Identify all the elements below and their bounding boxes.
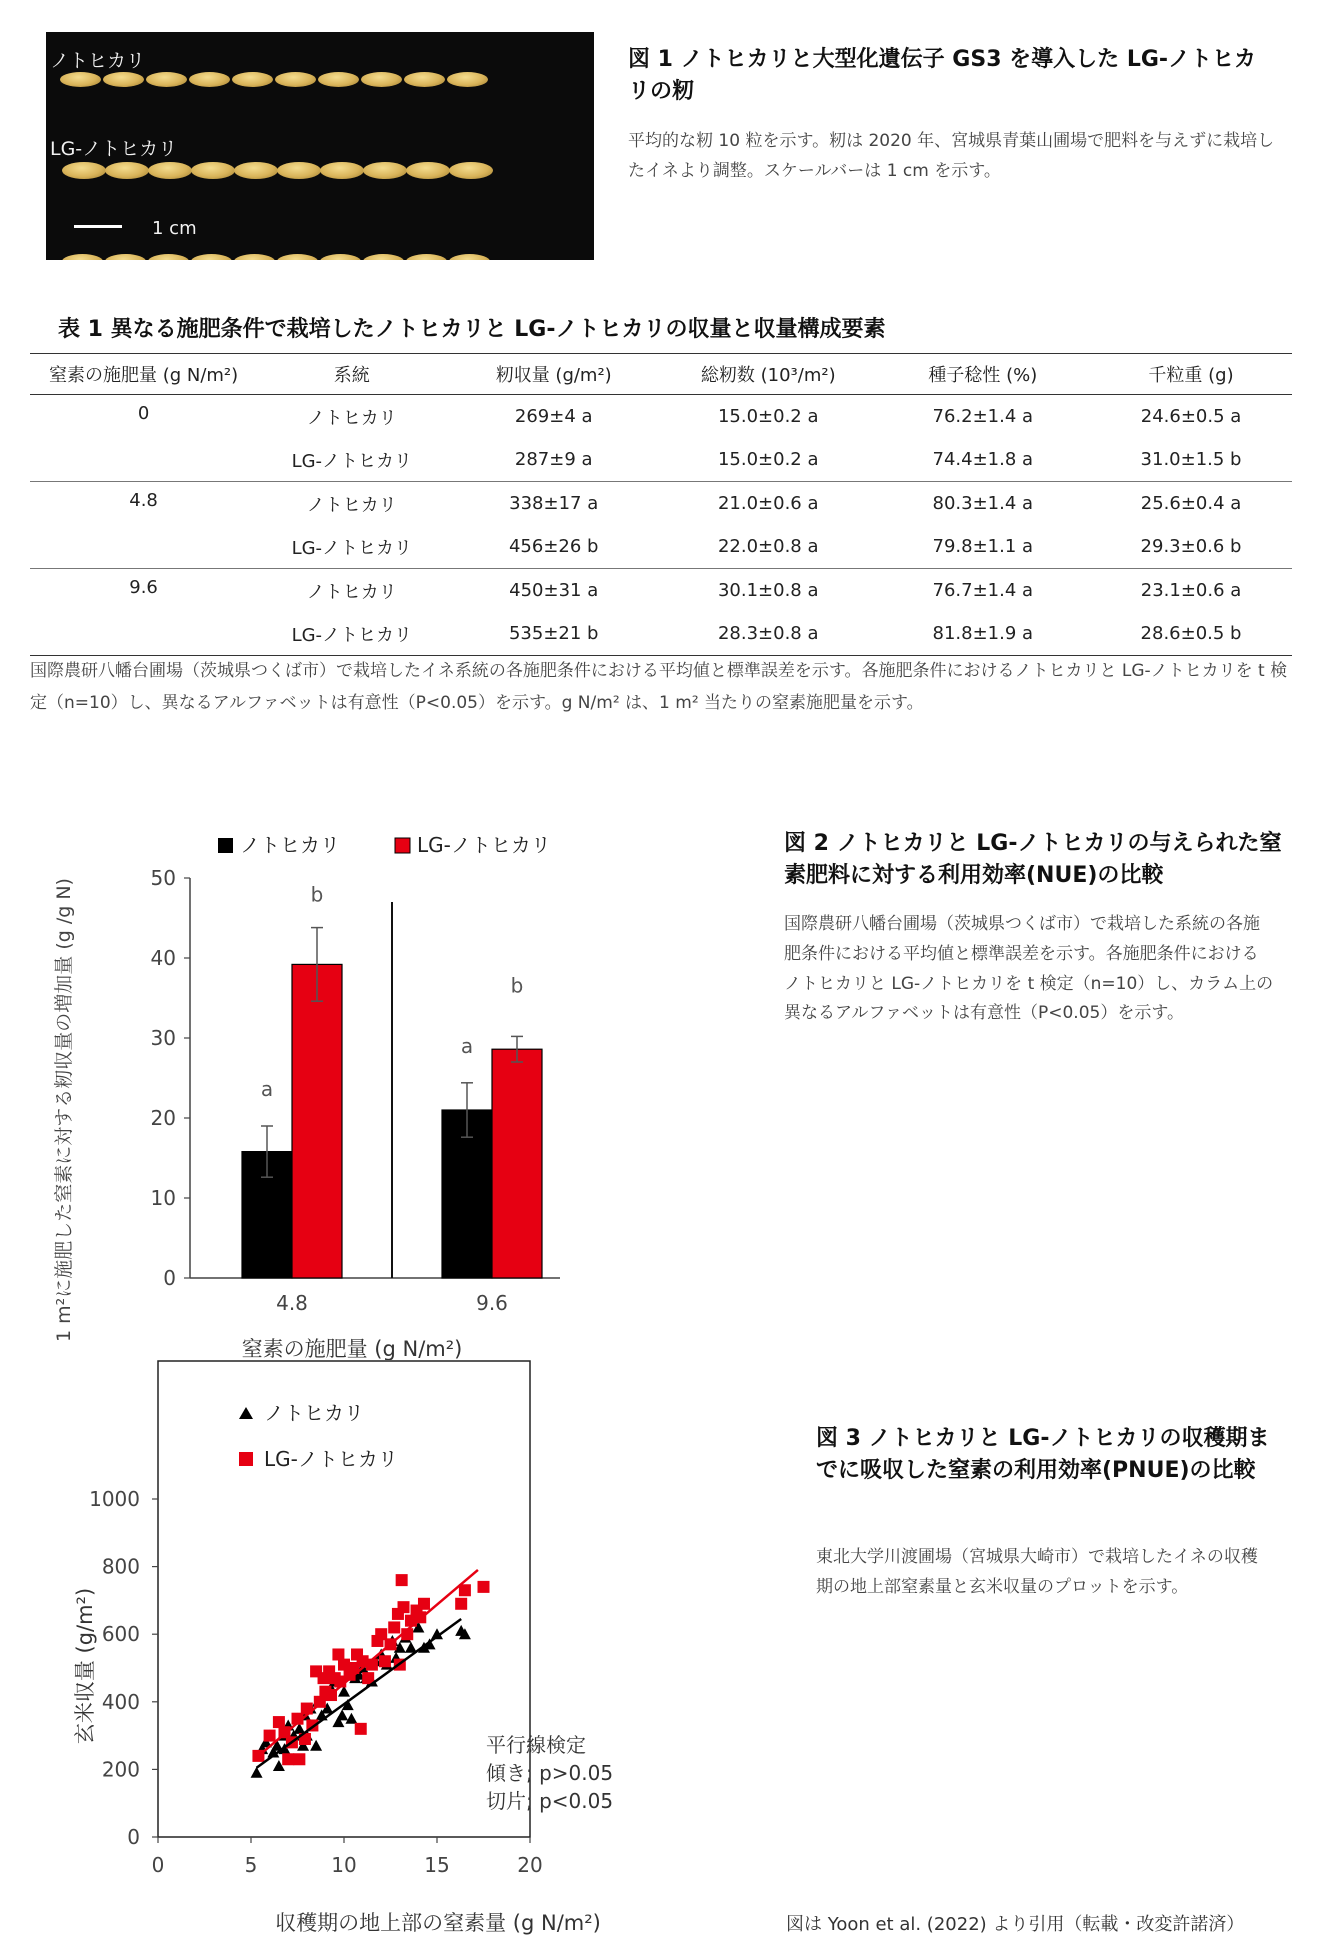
regression-line: [257, 1570, 478, 1758]
x-tick-label: 10: [331, 1853, 357, 1877]
significance-label: b: [510, 973, 524, 998]
cell: 79.8±1.1 a: [876, 525, 1091, 569]
data-point: [251, 1767, 263, 1778]
y-tick-label: 10: [150, 1186, 176, 1210]
y-axis-label: 玄米収量 (g/m²): [73, 1587, 97, 1745]
cell: ノトヒカリ: [306, 407, 397, 429]
cell: 23.1±0.6 a: [1140, 580, 1242, 601]
rice-grain-photo: [46, 32, 594, 260]
table-row: [30, 395, 1292, 439]
cell: 76.7±1.4 a: [932, 580, 1034, 601]
cell: 74.4±1.8 a: [876, 438, 1091, 482]
y-tick-label: 1000: [89, 1487, 140, 1511]
rice-grain: [275, 72, 316, 87]
y-tick-label: 200: [101, 1757, 140, 1782]
rice-grain: [148, 254, 189, 260]
rice-grain: [105, 162, 149, 179]
cell: LG-ノトヒカリ: [257, 438, 446, 482]
annotation-title: 平行線検定: [486, 1733, 586, 1757]
legend-label-lg-notohikari: LG-ノトヒカリ: [264, 1447, 398, 1471]
rice-grain: [447, 72, 488, 87]
y-tick-label: 30: [150, 1026, 176, 1050]
col-header-grain-weight: 千粒重 (g): [1090, 354, 1292, 395]
bar: [292, 964, 342, 1278]
cell: 28.6±0.5 b: [1140, 623, 1242, 644]
x-tick-label: 4.8: [276, 1291, 308, 1315]
cell: 24.6±0.5 a: [1140, 406, 1242, 427]
rice-grain: [361, 72, 402, 87]
rice-grain: [404, 72, 445, 87]
x-tick-label: 15: [424, 1853, 450, 1877]
col-header-fertility: 種子稔性 (%): [876, 354, 1091, 395]
data-point: [418, 1598, 430, 1610]
y-tick-label: 50: [150, 866, 176, 890]
cell: 81.8±1.9 a: [932, 623, 1034, 644]
y-tick-label: 0: [127, 1825, 140, 1849]
data-point: [336, 1709, 348, 1720]
cell: 31.0±1.5 b: [1090, 438, 1292, 482]
annotation-slope: 傾き; p>0.05: [486, 1761, 614, 1785]
legend-swatch-lg-notohikari: [395, 838, 410, 853]
cell: 450±31 a: [509, 580, 599, 601]
rice-grain: [320, 254, 361, 260]
data-point: [455, 1598, 467, 1610]
nitrogen-level: 4.8: [30, 482, 257, 569]
data-point: [478, 1581, 490, 1593]
cell: 338±17 a: [509, 493, 599, 514]
cell: ノトヒカリ: [306, 494, 397, 516]
x-tick-label: 0: [151, 1853, 165, 1877]
rice-grain: [277, 162, 321, 179]
significance-label: a: [460, 1033, 474, 1058]
significance-label: a: [260, 1077, 274, 1101]
fig2-caption: 国際農研八幡台圃場（茨城県つくば市）で栽培した系統の各施肥条件における平均値と標準誤差を示す。各施肥条件におけるノトヒカリと LG-ノトヒカリを t 検定（n=10）し、カラム上の異なるアルファベットは有意性（P<0.05）を示す。: [784, 914, 1274, 1024]
x-tick-label: 9.6: [476, 1291, 508, 1315]
cell: 269±4 a: [514, 406, 593, 427]
table-row: [30, 569, 1292, 613]
cell: 15.0±0.2 a: [717, 406, 819, 427]
data-point: [396, 1574, 408, 1586]
table-row: [30, 482, 1292, 526]
cell: 535±21 b: [508, 623, 599, 644]
cell: ノトヒカリ: [306, 581, 397, 603]
legend-label-notohikari: ノトヒカリ: [240, 833, 340, 857]
rice-grain: [60, 72, 101, 87]
rice-grain: [62, 254, 103, 260]
cell: 28.3±0.8 a: [717, 623, 819, 644]
rice-grain: [363, 162, 407, 179]
bar: [492, 1049, 542, 1278]
data-point: [345, 1713, 357, 1724]
rice-grain: [234, 162, 278, 179]
photo-label-lg-notohikari: LG-ノトヒカリ: [50, 138, 178, 160]
cell: LG-ノトヒカリ: [291, 624, 413, 646]
rice-grain: [234, 254, 275, 260]
rice-grain: [363, 254, 404, 260]
col-header-nitrogen: 窒素の施肥量 (g N/m²): [30, 354, 257, 395]
data-point: [392, 1608, 404, 1620]
nitrogen-level: 9.6: [129, 577, 158, 598]
cell: 29.3±0.6 b: [1090, 525, 1292, 569]
rice-grain: [318, 72, 359, 87]
fig3-title: 図 3 ノトヒカリと LG-ノトヒカリの収穫期までに吸収した窒素の利用効率(PNUE)の比較: [816, 1426, 1270, 1483]
cell: 21.0±0.6 a: [717, 493, 819, 514]
legend-swatch-notohikari: [218, 838, 233, 853]
legend-label-lg-notohikari: LG-ノトヒカリ: [417, 833, 551, 857]
table-header-row: [30, 354, 1292, 395]
x-tick-label: 5: [244, 1853, 258, 1877]
rice-grain: [189, 72, 230, 87]
rice-grain: [103, 72, 144, 87]
cell: 76.2±1.4 a: [932, 406, 1034, 427]
nue-bar-chart: [40, 800, 760, 1360]
regression-line: [257, 1619, 462, 1768]
y-tick-label: 600: [101, 1622, 140, 1647]
table1-title: 表 1 異なる施肥条件で栽培したノトヒカリと LG-ノトヒカリの収量と収量構成要素: [58, 317, 886, 342]
col-header-paddy-yield: 籾収量 (g/m²): [446, 354, 661, 395]
data-point: [282, 1753, 294, 1765]
rice-grain: [320, 162, 364, 179]
source-credit: 図は Yoon et al. (2022) より引用（転載・改変許諾済）: [786, 1914, 1245, 1935]
cell: 456±26 b: [446, 525, 661, 569]
significance-label: b: [310, 882, 324, 907]
data-point: [355, 1723, 367, 1735]
rice-grain: [277, 254, 318, 260]
cell: 287±9 a: [446, 438, 661, 482]
data-point: [379, 1655, 391, 1667]
photo-label-notohikari: ノトヒカリ: [50, 50, 146, 72]
rice-grain: [62, 162, 106, 179]
rice-grain: [105, 254, 146, 260]
x-axis-label: 窒素の施肥量 (g N/m²): [241, 1337, 463, 1360]
rice-grain: [148, 162, 192, 179]
plot-frame: [158, 1361, 530, 1837]
y-tick-label: 0: [163, 1266, 176, 1290]
y-tick-label: 400: [101, 1689, 140, 1714]
y-tick-label: 20: [150, 1106, 176, 1130]
fig1-title: 図 1 ノトヒカリと大型化遺伝子 GS3 を導入した LG-ノトヒカリの籾: [628, 47, 1257, 104]
rice-grain: [232, 72, 273, 87]
cell: 80.3±1.4 a: [932, 493, 1034, 514]
col-header-line: 系統: [257, 354, 446, 395]
fig1-caption: 平均的な籾 10 粒を示す。籾は 2020 年、宮城県青葉山圃場で肥料を与えずに栽培したイネより調整。スケールバーは 1 cm を示す。: [628, 131, 1275, 181]
fig2-title: 図 2 ノトヒカリと LG-ノトヒカリの与えられた窒素肥料に対する利用効率(NUE)の比較: [784, 831, 1282, 888]
cell: 25.6±0.4 a: [1140, 493, 1242, 514]
data-point: [388, 1621, 400, 1633]
data-point: [293, 1753, 305, 1765]
x-tick-label: 20: [517, 1853, 543, 1877]
col-header-spikelets: 総籾数 (10³/m²): [661, 354, 876, 395]
legend-marker-notohikari: [239, 1407, 253, 1419]
rice-grain: [449, 162, 493, 179]
rice-grain: [191, 254, 232, 260]
x-axis-label: 収穫期の地上部の窒素量 (g N/m²): [275, 1911, 601, 1935]
legend-label-notohikari: ノトヒカリ: [264, 1401, 364, 1425]
yield-table: [30, 353, 1292, 658]
rice-grain: [406, 254, 447, 260]
data-point: [264, 1730, 276, 1742]
y-tick-label: 800: [101, 1554, 140, 1579]
rice-grain: [146, 72, 187, 87]
rice-grain: [191, 162, 235, 179]
legend-marker-lg-notohikari: [239, 1452, 253, 1466]
pnue-scatter-chart: [60, 1360, 700, 1940]
cell: 30.1±0.8 a: [717, 580, 819, 601]
scale-bar: [74, 225, 122, 228]
y-axis-label: 1 m²に施肥した窒素に対する籾収量の増加量 (g /g N): [53, 878, 75, 1342]
data-point: [310, 1740, 322, 1751]
cell: LG-ノトヒカリ: [257, 525, 446, 569]
scale-label: 1 cm: [152, 218, 197, 239]
nitrogen-level: 0: [30, 395, 257, 482]
cell: 22.0±0.8 a: [661, 525, 876, 569]
cell: 15.0±0.2 a: [661, 438, 876, 482]
rice-grain: [406, 162, 450, 179]
y-tick-label: 40: [150, 946, 176, 970]
rice-grain: [449, 254, 490, 260]
table1-note: 国際農研八幡台圃場（茨城県つくば市）で栽培したイネ系統の各施肥条件における平均値と標準誤差を示す。各施肥条件におけるノトヒカリと LG-ノトヒカリを t 検定（n=10）し、異なるアルファベットは有意性（P<0.05）を示す。g N/m² は、1 m² 当たりの窒素施肥量を示す。: [30, 661, 1288, 714]
fig3-caption: 東北大学川渡圃場（宮城県大崎市）で栽培したイネの収穫期の地上部窒素量と玄米収量のプロットを示す。: [816, 1547, 1258, 1597]
annotation-intercept: 切片; p<0.05: [486, 1789, 614, 1813]
